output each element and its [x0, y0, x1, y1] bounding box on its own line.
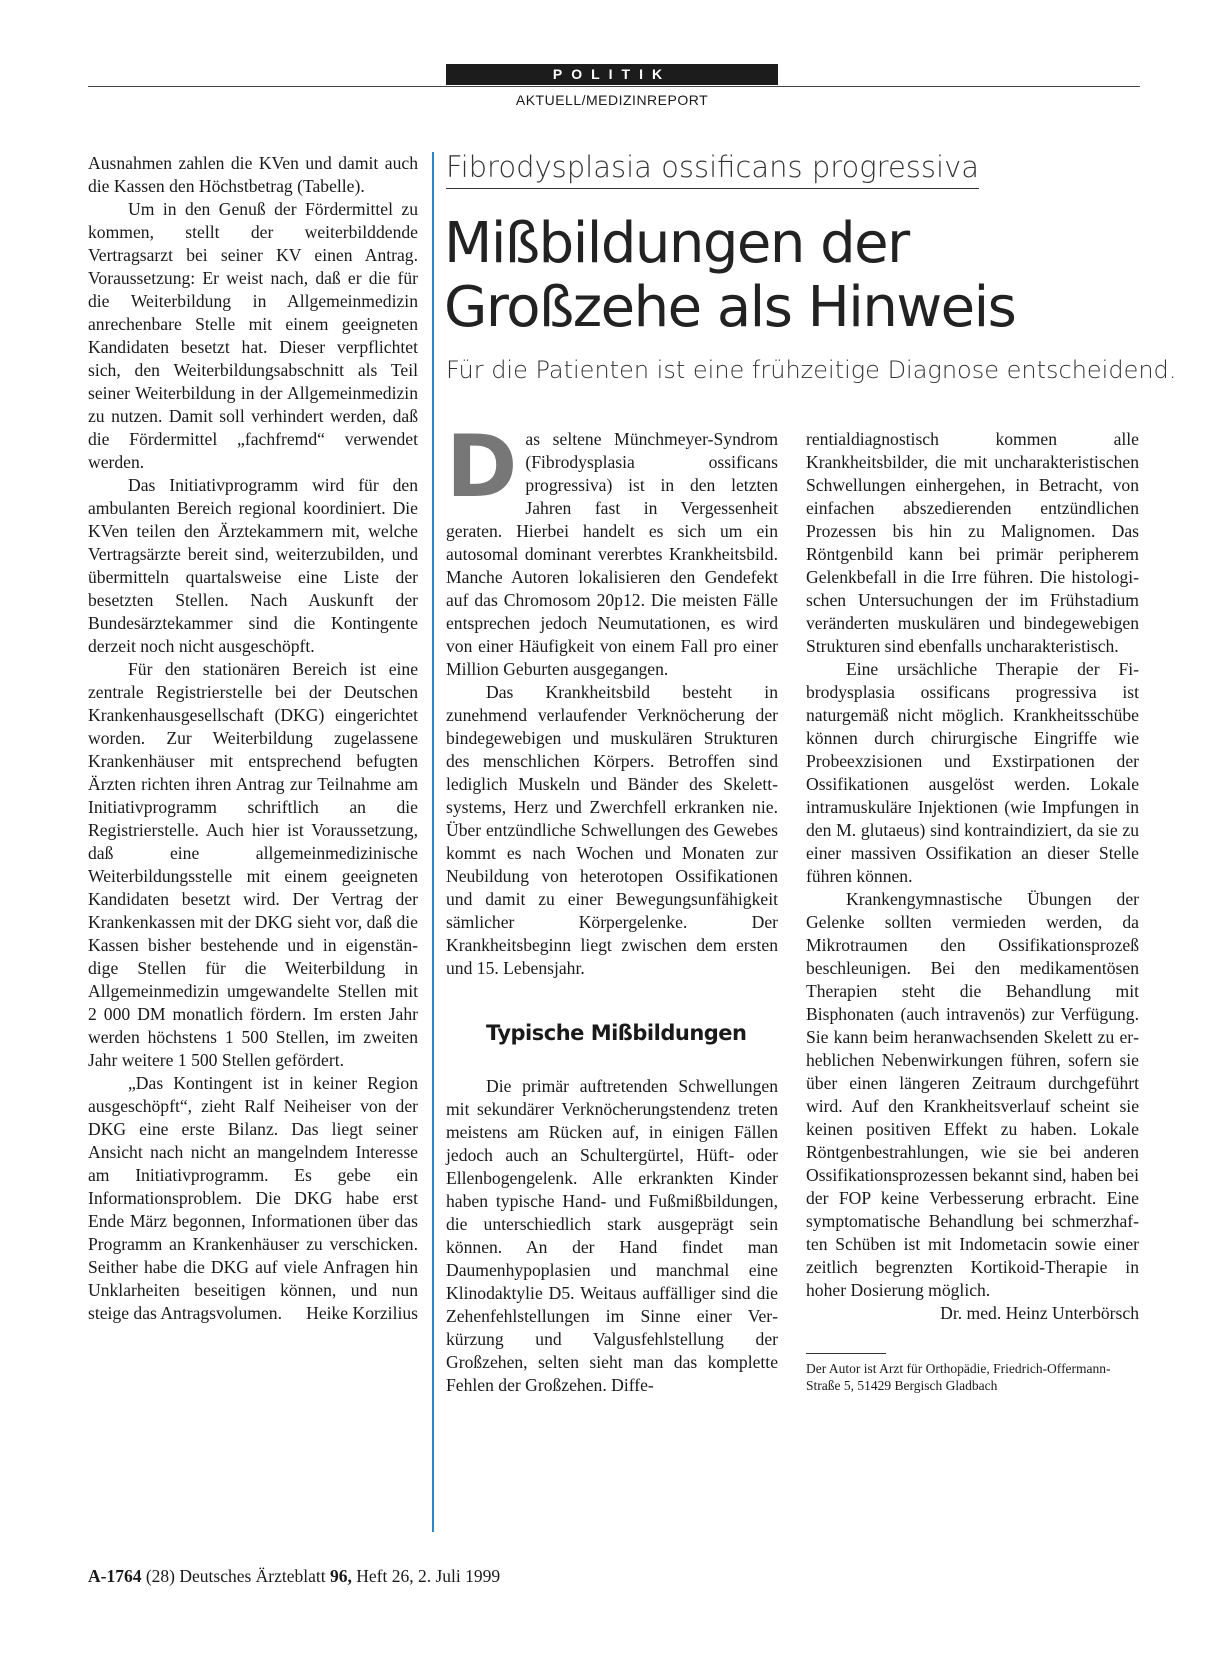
paragraph: Um in den Genuß der Fördermittel zu kommen, stellt der weiterbilddende Vertragsarzt bei seiner KV einen Antrag. Voraussetzung: Er weist nach, daß er die für die Weiterbildung in Allgemeinmedizin anrechenbare Stelle mit einem geeigneten Kandidaten besetzt hat. Dieser verpflichtet sich, den Weiterbildungsabschnitt als Teil seiner Weiterbildung in der Allgemeinmedizin zu nutzen. Damit soll verhindert werden, daß die Fördermittel „fachfremd“ verwendet werden.	[88, 199, 418, 472]
section-label: POLITIK	[446, 64, 778, 85]
paragraph: Das Krankheitsbild besteht in zunehmend verlaufender Verknöcherung der bindegewebigen und muskulären Strukturen des menschlichen Körpers. Betroffen sind lediglich Muskeln und Bänder des Skelettsystems, Herz und Zwerchfell erkranken nie. Über entzündliche Schwellungen des Gewebes kommt es nach Wochen und Monaten zur Neubildung von heterotopen Ossifikationen und damit zu einer Bewegungsunfähigkeit sämlicher Körpergelenke. Der Krankheitsbeginn liegt zwischen dem ersten und 15. Lebensjahr.	[446, 682, 778, 978]
article-kicker: Fibrodysplasia ossificans progressiva	[446, 150, 979, 189]
lead-text: as seltene Münchmeyer-Syndrom (Fibrodysplasia ossificans progressiva) ist in den letzten Jahren fast in Vergessenheit geraten. Hierbei handelt es sich um ein autosomal dominant vererbtes Krankheitsbild. Manche Autoren lokalisieren den Gendefekt auf das Chromosom 20p12. Die meisten Fälle entsprechen jedoch Neumutationen, es wird von einer Häufigkeit von einem Fall pro einer Million Geburten ausgegangen.	[446, 429, 778, 679]
footnote-rule	[806, 1353, 886, 1354]
paragraph	[88, 152, 418, 198]
header-rule	[88, 86, 1140, 87]
paragraph: Für den stationären Bereich ist eine zentrale Registrierstelle bei der Deutschen Krankenhausgesellschaft (DKG) eingerichtet worden. Zur Weiterbildung zugelassene Krankenhäuser mit entsprechend befugten Ärzten richten ihren Antrag zur Teilnahme am Initiativprogramm schriftlich an die Registrierstelle. Auch hier ist Voraussetzung, daß eine allgemeinmedizinische Weiterbildungsstelle mit einem geeigneten Kandidaten besetzt wird. Der Vertrag der Krankenkassen mit der DKG sieht vor, daß die Kassen bisher bestehende und in eigenständige Stellen für die Weiterbildung in Allgemeinmedizin umgewandelte Stellen mit 2 000 DM monatlich fördern. Im ersten Jahr werden höchstens 1 500 Stellen, im zweiten Jahr weitere 1 500 Stellen gefördert.	[88, 659, 418, 1070]
article-deck: Für die Patienten ist eine frühzeitige Diagnose entscheidend.	[446, 356, 1177, 384]
page-footer	[88, 1566, 500, 1587]
author-signature: Heike Korzilius	[306, 1303, 418, 1323]
author-footnote: Der Autor ist Arzt für Orthopädie, Friedrich-Offermann-Straße 5, 51429 Bergisch Gladbach	[806, 1361, 1111, 1393]
paragraph: Das Initiativprogramm wird für den ambulanten Bereich regional koordiniert. Die KVen teilen den Ärztekammern mit, welche Vertragsärzte bereit sind, weiterzubilden, und übermitteln quartalsweise eine Liste der besetzten Stellen. Nach Auskunft der Bundesärztekammer sind die Kontingente derzeit noch nicht ausgeschöpft.	[88, 475, 418, 656]
lead-paragraph	[446, 417, 778, 681]
previous-article-column	[88, 152, 418, 1325]
drop-cap: D	[446, 417, 518, 517]
article-headline: Mißbildungen der Großzehe als Hinweis	[444, 211, 1016, 340]
article-column-2	[446, 417, 778, 1397]
page-number: A-1764	[88, 1566, 142, 1586]
column-divider	[432, 152, 434, 1532]
paragraph-text: Krankengymnastische Übungen der Gelenke sollten vermieden werden, da Mikrotraumen den Ossifikationsprozeß beschleunigen. Bei den medikamentösen Therapien steht die Behandlung mit Bisphonaten (auch intravenös) zur Verfügung. Sie kann beim heranwachsenden Skelett zu erheblichen Nebenwirkungen führen, sofern sie über einen längeren Zeitraum durchgeführt wird. Auf den Krankheitsverlauf scheint sie keinen positiven Effekt zu haben. Lokale Röntgenbestrahlungen, wie sie bei anderen Ossifikationsprozessen bekannt sind, haben bei der FOP keine Verbesserung erbracht. Eine symptomatische Behandlung bei schmerzhaften Schüben ist mit Indometacin sowie einer zeitlich begrenzten Kortikoid-Therapie in hoher Dosierung möglich.	[806, 889, 1139, 1300]
paragraph: Die primär auftretenden Schwellungen mit sekundärer Verknöcherungstendenz treten meistens am Rücken auf, in einigen Fällen jedoch auch an Schultergürtel, Hüft- oder Ellenbogengelenk. Alle erkrankten Kinder haben typische Hand- und Fußmißbildungen, die unterschiedlich stark ausgeprägt sein können. An der Hand findet man Daumenhypoplasien und manchmal eine Klinodaktylie D5. Weitaus auffälliger sind die Zehenfehlstellungen im Sinne einer Verkürzung und Valgusfehlstellung der Großzehen, selten sieht man das komplette Fehlen der Großzehen. Diffe-	[446, 1076, 778, 1395]
paragraph-last	[88, 1072, 418, 1325]
issue-info: Heft 26, 2. Juli 1999	[356, 1566, 501, 1586]
paragraph: rentialdiagnostisch kommen alle Krankheitsbilder, die mit uncharakteristischen Schwellungen einhergehen, in Betracht, von einfachen abszedierenden entzündlichen Prozessen bis hin zu Malignomen. Das Röntgenbild kann bei primär peripherem Gelenkbefall in die Irre führen. Die histologischen Untersuchungen der im Frühstadium veränderten muskulären und bindegewebigen Strukturen sind ebenfalls uncharakteristisch.	[806, 429, 1139, 656]
paragraph: Eine ursächliche Therapie der Fibrodysplasia ossificans progressiva ist naturgemäß nicht möglich. Krankheitsschübe können durch chirurgische Eingriffe wie Probeexzisionen und Exstirpationen der Ossifikationen ausgelöst werden. Lokale intramuskuläre Injektionen (wie Impfungen in den M. glutaeus) sind kontraindiziert, da sie zu einer massiven Ossifikation an dieser Stelle führen können.	[806, 659, 1139, 886]
section-subheading: Typische Mißbildungen	[486, 1021, 747, 1045]
article-column-3	[806, 428, 1139, 1394]
paragraph-text: „Das Kontingent ist in keiner Region ausgeschöpft“, zieht Ralf Neiheiser von der DKG eine erste Bilanz. Das liegt seiner Ansicht nach nicht an mangelndem Interesse am Initiativprogramm. Es gebe ein Informationsproblem. Die DKG habe erst Ende März begonnen, Informationen über das Programm an Krankenhäuser zu verschicken. Seither habe die DKG auf viele Anfragen hin Unklarheiten beseitigen können, und nun steige das Antragsvolumen.	[88, 1073, 418, 1323]
paragraph-text: Ausnahmen zahlen die KVen und damit auch die Kassen den Höchstbetrag (Tabelle).	[88, 153, 418, 196]
publication-name: (28) Deutsches Ärzteblatt	[145, 1566, 326, 1586]
subsection-label: AKTUELL/MEDIZINREPORT	[515, 92, 709, 108]
volume-number: 96,	[330, 1566, 352, 1586]
author-signature: Dr. med. Heinz Unterbörsch	[940, 1303, 1139, 1323]
paragraph-last	[806, 888, 1139, 1323]
